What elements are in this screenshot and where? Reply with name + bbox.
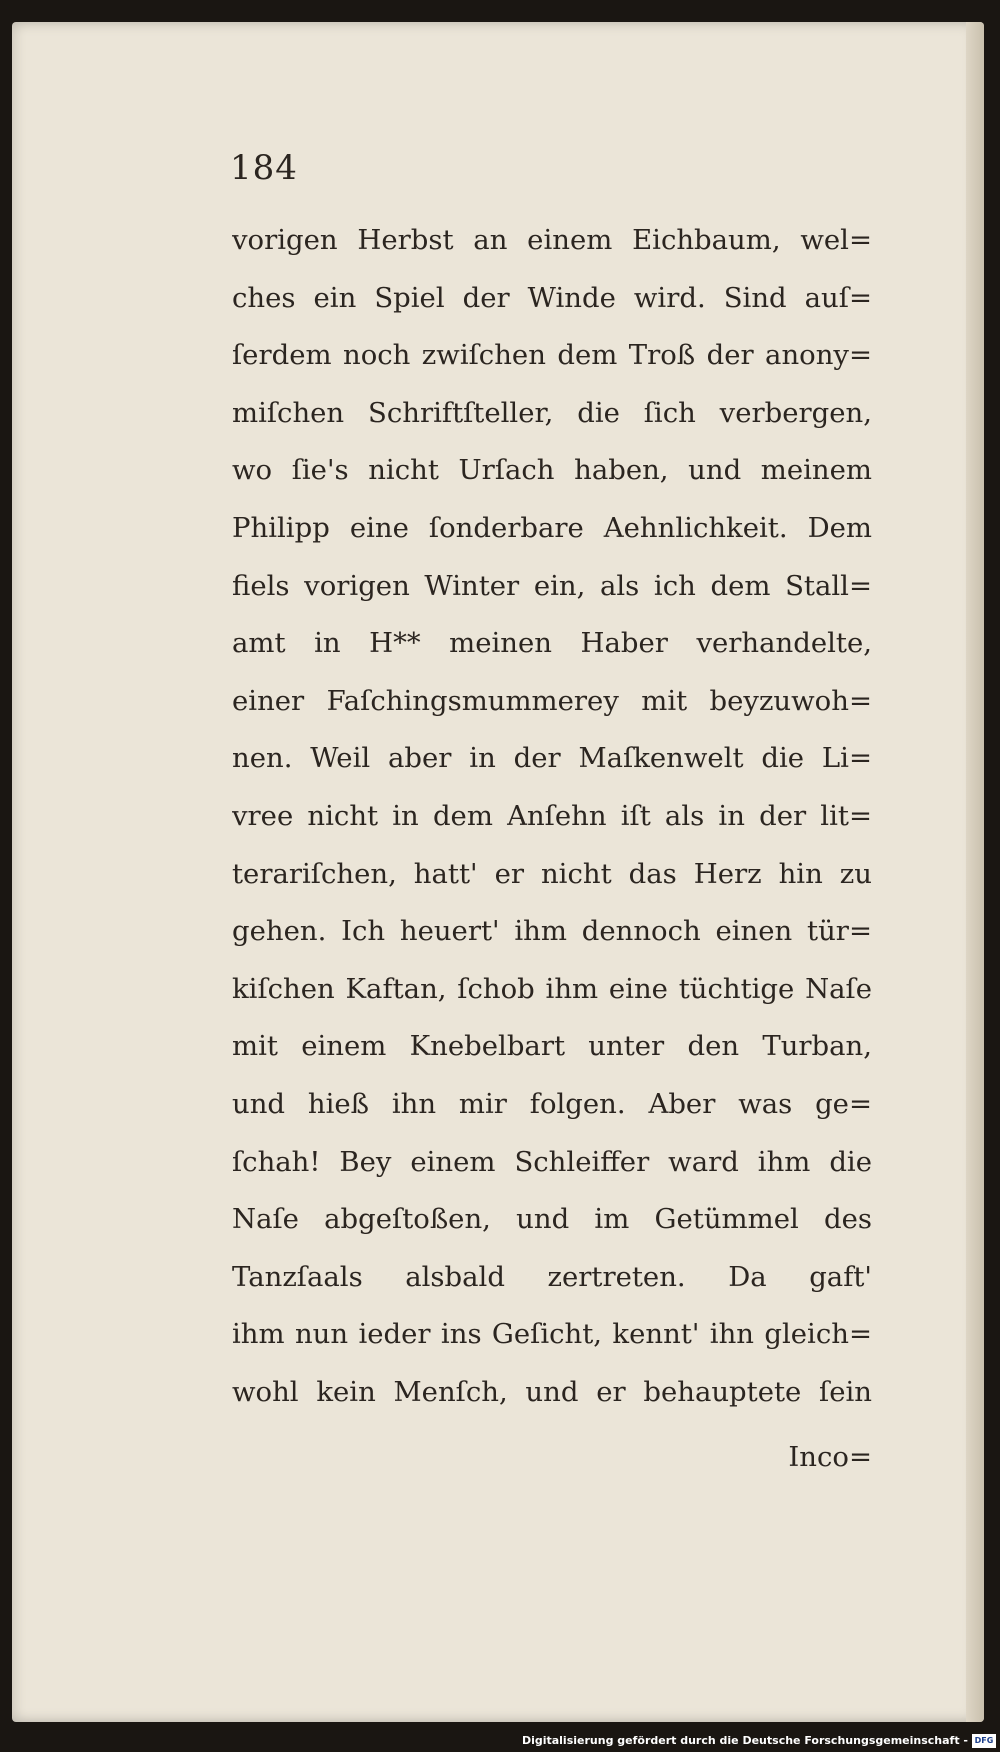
page-number: 184 [230, 148, 298, 188]
text-line: Tanzſaals alsbald zertreten. Da gaft' [232, 1260, 872, 1293]
dfg-logo: DFG [972, 1734, 996, 1748]
text-line: fiels vorigen Winter ein, als ich dem Stall= [232, 569, 872, 602]
catchword: Inco= [788, 1441, 872, 1474]
text-line: einer Faſchingsmummerey mit beyzuwoh= [232, 684, 872, 717]
text-line: nen. Weil aber in der Maſkenwelt die Li= [232, 742, 872, 775]
text-line: amt in H** meinen Haber verhandelte, [232, 627, 872, 660]
footer-credit: Digitalisierung gefördert durch die Deutsche Forschungsgemeinschaft - [521, 1734, 968, 1747]
text-line: vree nicht in dem Anſehn iſt als in der lit= [232, 799, 872, 832]
text-line: wo ſie's nicht Urſach haben, und meinem [232, 454, 872, 487]
text-line: vorigen Herbst an einem Eichbaum, wel= [232, 224, 872, 256]
text-line: ihm nun ieder ins Geſicht, kennt' ihn gleich= [232, 1318, 872, 1351]
text-line: ſerdem noch zwiſchen dem Troß der anony= [232, 339, 872, 372]
text-line: kiſchen Kaftan, ſchob ihm eine tüchtige Naſe [232, 972, 872, 1005]
text-line: und hieß ihn mir folgen. Aber was ge= [232, 1087, 872, 1120]
text-line: ſchah! Bey einem Schleiffer ward ihm die [232, 1145, 872, 1178]
text-line: Naſe abgeſtoßen, und im Getümmel des [232, 1203, 872, 1236]
text-line: miſchen Schriftſteller, die ſich verbergen, [232, 396, 872, 429]
text-line: mit einem Knebelbart unter den Turban, [232, 1030, 872, 1063]
page-edge [966, 22, 984, 1722]
text-line: terariſchen, hatt' er nicht das Herz hin zu [232, 857, 872, 890]
text-line: ches ein Spiel der Winde wird. Sind auſ= [232, 281, 872, 314]
text-line: wohl kein Menſch, und er behauptete ſein [232, 1375, 872, 1408]
footer-bar [0, 1728, 1000, 1752]
text-line: Philipp eine ſonderbare Aehnlichkeit. Dem [232, 511, 872, 544]
body-text [232, 212, 872, 1487]
text-line: gehen. Ich heuert' ihm dennoch einen tür= [232, 915, 872, 948]
